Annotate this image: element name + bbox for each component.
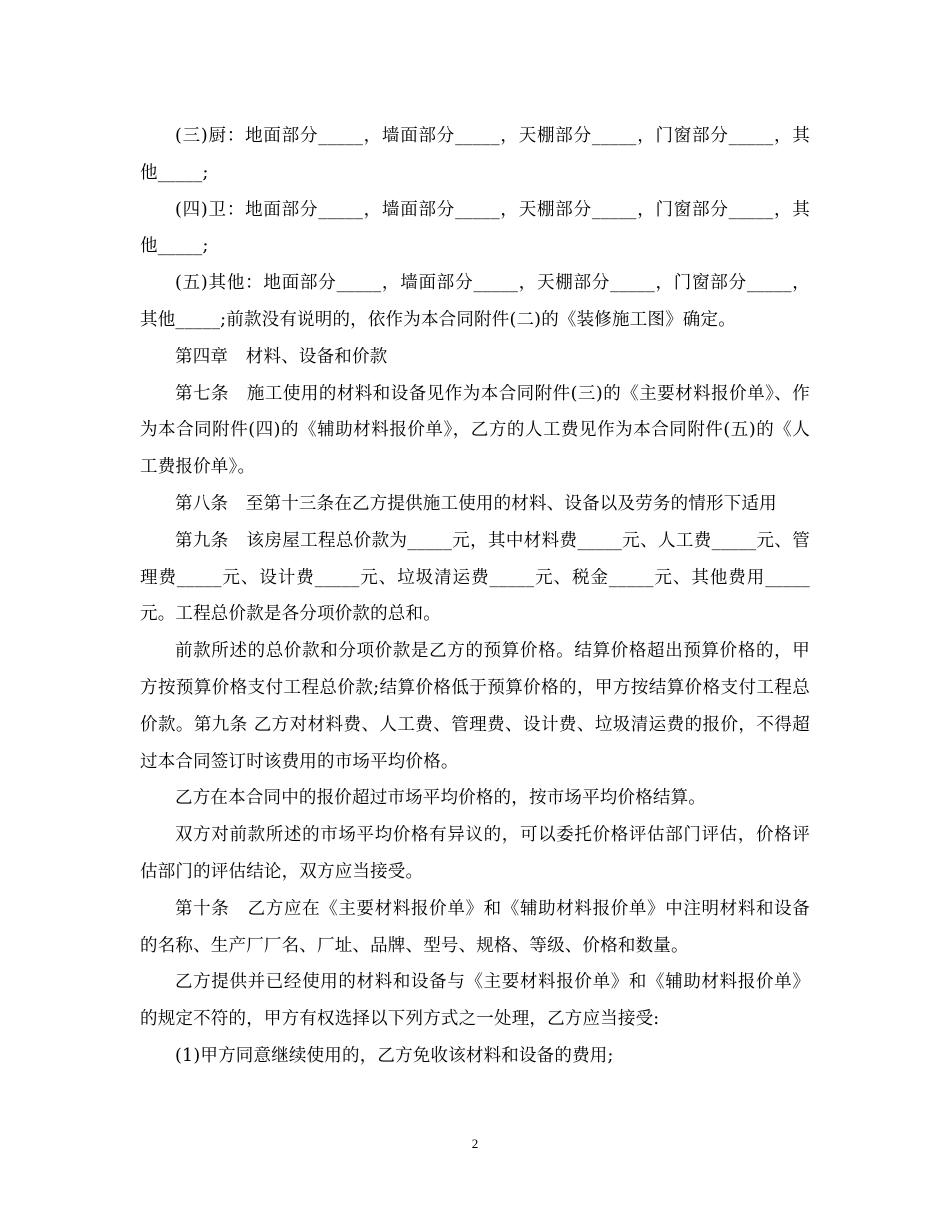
paragraph-option-1: (1)甲方同意继续使用的，乙方免收该材料和设备的费用; (175, 1045, 614, 1066)
chapter-heading: 第四章 材料、设备和价款 (175, 346, 388, 367)
paragraph-kitchen: (三)厨：地面部分_____，墙面部分_____，天棚部分_____，门窗部分_____，其他_____; (140, 126, 810, 183)
article-9: 第九条 该房屋工程总价款为_____元，其中材料费_____元、人工费_____元、管理费_____元、设计费_____元、垃圾清运费_____元、税金_____元、其他费用_____元。工程总价款是各分项价款的总和。 (140, 530, 810, 625)
paragraph-budget-price: 前款所述的总价款和分项价款是乙方的预算价格。结算价格超出预算价格的，甲方按预算价格支付工程总价款;结算价格低于预算价格的，甲方按结算价格支付工程总价款。第九条 乙方对材料费、人工费、管理费、设计费、垃圾清运费的报价，不得超过本合同签订时该费用的市场平均价格。 (140, 641, 810, 772)
article-7: 第七条 施工使用的材料和设备见作为本合同附件(三)的《主要材料报价单》、作为本合同附件(四)的《辅助材料报价单》，乙方的人工费见作为本合同附件(五)的《人工费报价单》。 (140, 383, 810, 478)
paragraph-market-price: 乙方在本合同中的报价超过市场平均价格的，按市场平均价格结算。 (175, 788, 706, 809)
article-8: 第八条 至第十三条在乙方提供施工使用的材料、设备以及劳务的情形下适用 (175, 493, 777, 514)
paragraph-nonconforming-materials: 乙方提供并已经使用的材料和设备与《主要材料报价单》和《辅助材料报价单》的规定不符的，甲方有权选择以下列方式之一处理，乙方应当接受: (140, 972, 810, 1030)
document-body (140, 118, 810, 1075)
paragraph-price-dispute: 双方对前款所述的市场平均价格有异议的，可以委托价格评估部门评估，价格评估部门的评估结论，双方应当接受。 (140, 825, 810, 882)
paragraph-bathroom: (四)卫：地面部分_____，墙面部分_____，天棚部分_____，门窗部分_____，其他_____; (140, 199, 810, 257)
article-10: 第十条 乙方应在《主要材料报价单》和《辅助材料报价单》中注明材料和设备的名称、生产厂厂名、厂址、品牌、型号、规格、等级、价格和数量。 (140, 898, 810, 956)
page-number: 2 (471, 1136, 479, 1151)
paragraph-other-rooms: (五)其他：地面部分_____，墙面部分_____，天棚部分_____，门窗部分_____，其他_____;前款没有说明的，依作为本合同附件(二)的《装修施工图》确定。 (140, 273, 810, 330)
